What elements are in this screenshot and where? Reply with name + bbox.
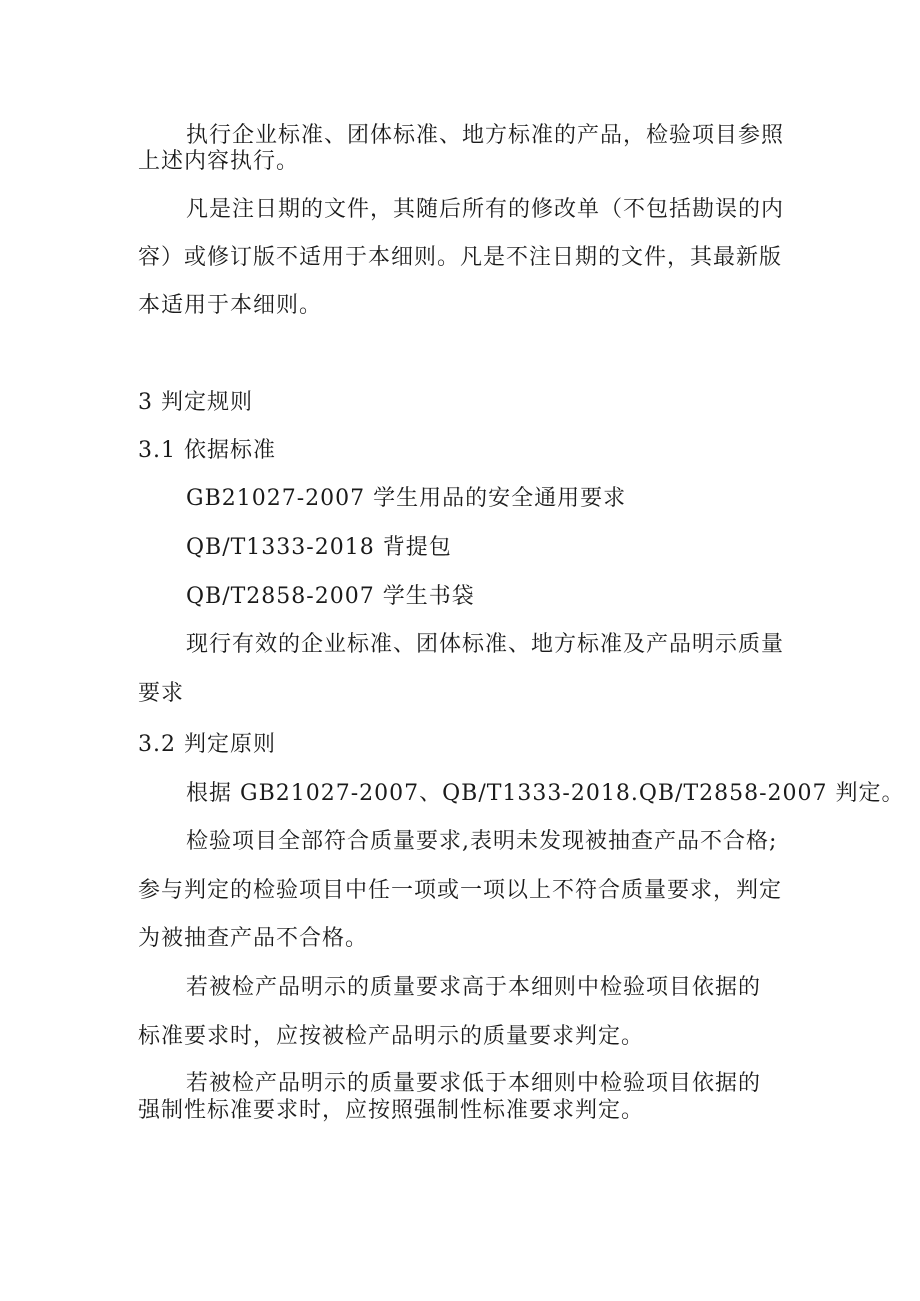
paragraph-line: 为被抽查产品不合格。 — [138, 926, 369, 951]
standard-item: QB/T2858-2007 学生书袋 — [186, 584, 475, 609]
paragraph-line: 容）或修订版不适用于本细则。凡是不注日期的文件，其最新版 — [138, 245, 783, 270]
paragraph-line: 检验项目全部符合质量要求,表明未发现被抽查产品不合格; — [186, 829, 778, 854]
paragraph-line: 强制性标准要求时，应按照强制性标准要求判定。 — [138, 1098, 645, 1123]
standard-item: QB/T1333-2018 背提包 — [186, 535, 452, 560]
paragraph-line: 现行有效的企业标准、团体标准、地方标准及产品明示质量 — [186, 632, 785, 657]
subsection-heading: 3.2 判定原则 — [138, 732, 276, 757]
paragraph-line: 标准要求时，应按被检产品明示的质量要求判定。 — [138, 1024, 645, 1049]
section-heading: 3 判定规则 — [138, 390, 253, 415]
standard-item: GB21027-2007 学生用品的安全通用要求 — [186, 486, 627, 511]
paragraph-line: 要求 — [138, 681, 185, 706]
paragraph-line: 上述内容执行。 — [138, 149, 300, 174]
paragraph-line: 凡是注日期的文件，其随后所有的修改单（不包括勘误的内 — [186, 197, 785, 222]
paragraph-line: 若被检产品明示的质量要求低于本细则中检验项目依据的 — [186, 1071, 762, 1096]
paragraph-line: 执行企业标准、团体标准、地方标准的产品，检验项目参照 — [186, 123, 785, 148]
paragraph-line: 根据 GB21027-2007、QB/T1333-2018.QB/T2858-2007 判定。 — [186, 781, 905, 806]
paragraph-line: 参与判定的检验项目中任一项或一项以上不符合质量要求，判定 — [138, 878, 783, 903]
paragraph-line: 若被检产品明示的质量要求高于本细则中检验项目依据的 — [186, 975, 762, 1000]
subsection-heading: 3.1 依据标准 — [138, 438, 276, 463]
paragraph-line: 本适用于本细则。 — [138, 293, 323, 318]
